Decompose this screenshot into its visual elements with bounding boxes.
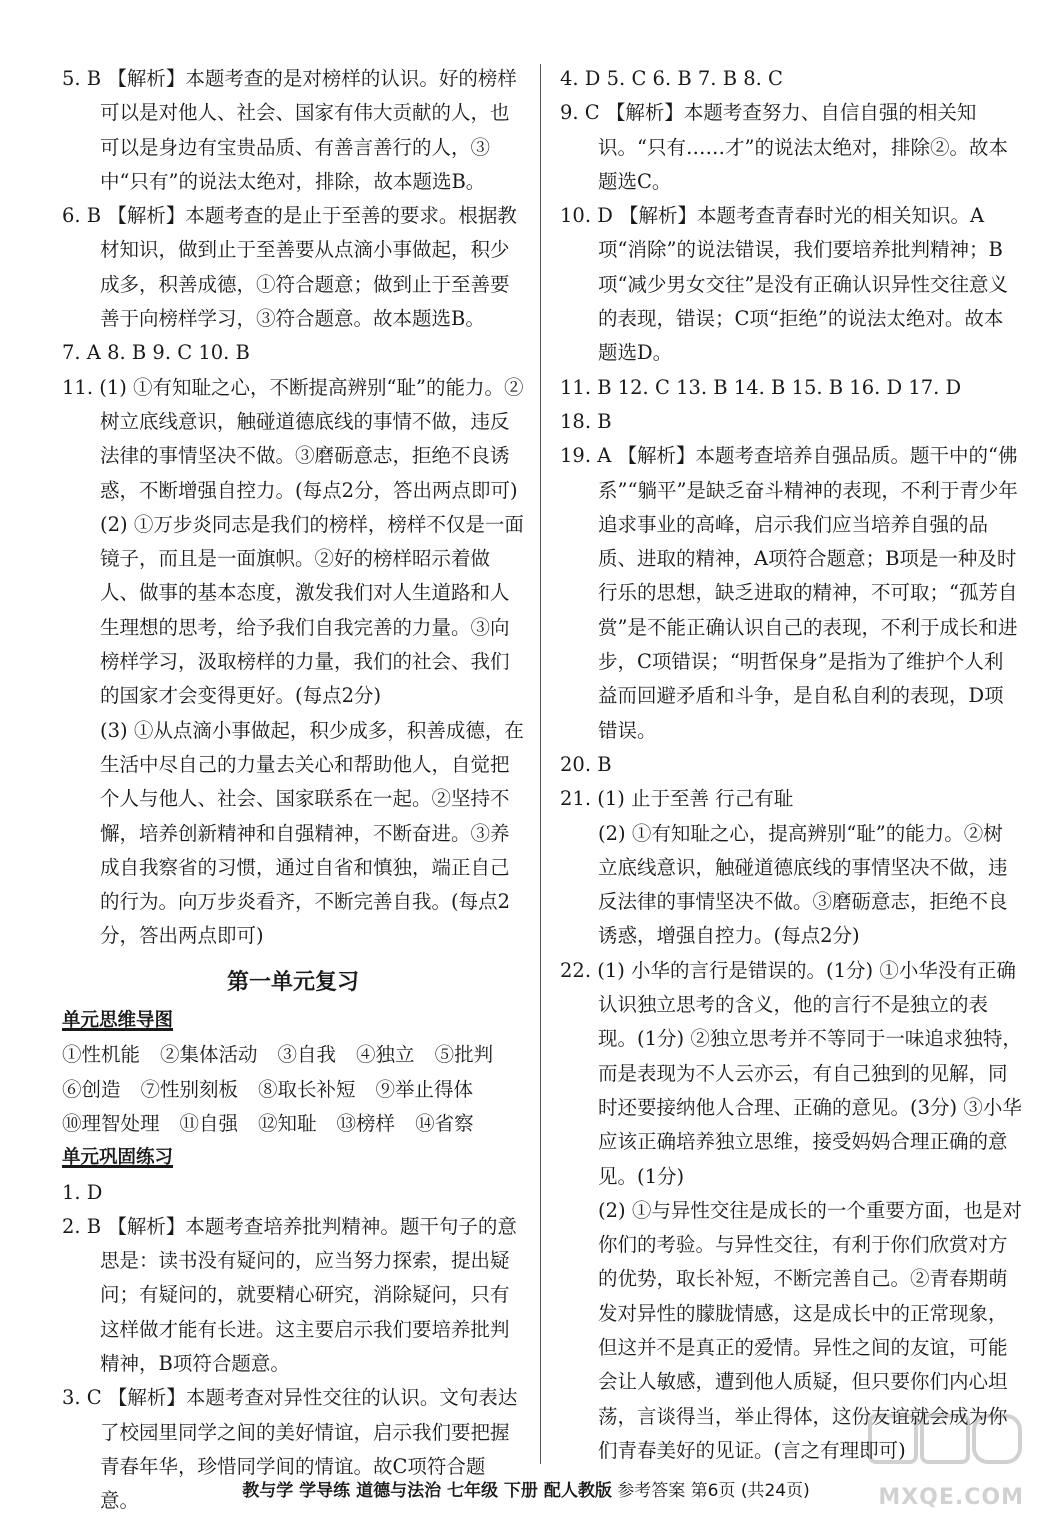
mindmap-row	[62, 1073, 524, 1107]
answers-4-8: 4. D 5. C 6. B 7. B 8. C	[560, 67, 783, 90]
column-divider	[540, 64, 541, 1464]
mindmap-item: ⑫知耻	[258, 1111, 317, 1135]
mindmap-item: ⑩理智处理	[62, 1111, 160, 1135]
answer-5: 5. B 【解析】本题考查的是对榜样的认识。好的榜样可以是对他人、社会、国家有伟大贡献的人，也可以是身边有宝贵品质、有善言善行的人，③中“只有”的说法太绝对，排除，故本题选B。	[62, 67, 517, 193]
answer-20: 20. B	[560, 752, 612, 776]
mindmap-item: ⑨举止得体	[375, 1077, 474, 1101]
mindmap-item: ⑪自强	[179, 1111, 239, 1135]
mindmap-item: ⑥创造	[62, 1077, 121, 1101]
watermark-text: MXQE.COM	[878, 1485, 1024, 1510]
answer-19: 19. A 【解析】本题考查培养自强品质。题干中的“佛系”“躺平”是缺乏奋斗精神的表现，不利于青少年追求事业的高峰，启示我们应当培养自强的品质、进取的精神，A项符合题意；B项是一种及时行乐的思想，缺乏进取的精神，不可取；“孤芳自赏”是不能正确认识自己的表现，不利于成长和进步，C项错误；“明哲保身”是指为了维护个人利益而回避矛盾和斗争，是自私自利的表现，D项错误。	[560, 444, 1018, 742]
answers-7-10: 7. A 8. B 9. C 10. B	[62, 341, 250, 365]
answer-6: 6. B 【解析】本题考查的是止于至善的要求。根据教材知识，做到止于至善要从点滴小事做起，积少成多，积善成德，①符合题意；做到止于至善要善于向榜样学习，③符合题意。故本题选B。	[62, 204, 517, 331]
practice-answer-1: 1. D	[62, 1180, 103, 1204]
footer-book-title: 教与学 学导练 道德与法治 七年级 下册 配人教版	[242, 1481, 612, 1501]
answers-11-17: 11. B 12. C 13. B 14. B 15. B 16. D 17. D	[560, 375, 962, 399]
watermark-logo	[864, 1410, 1024, 1510]
mindmap-item: ⑧取长补短	[258, 1077, 356, 1101]
section-title: 第一单元复习	[226, 969, 359, 995]
answer-22-part1: 22. (1) 小华的言行是错误的。(1分) ①小华没有正确认识独立思考的含义，他的言行不是独立的表现。(1分) ②独立思考并不等同于一味追求独特，而是表现为不人云亦云，有自己独到的见解，同时还要接纳他人合理、正确的意见。(3分) ③小华应该正确培养独立思维，接受妈妈合理正确的意见。(1分)	[560, 958, 1022, 1188]
footer-page-number: 参考答案 第6页 (共24页)	[617, 1481, 810, 1501]
practice-answer-3: 3. C 【解析】本题考查对异性交往的认识。文句表达了校园里同学之间的美好情谊，启示我们要把握青春年华，珍惜同学间的情谊。故C项符合题意。	[62, 1386, 518, 1513]
answer-11-part3: (3) ①从点滴小事做起，积少成多，积善成德，在生活中尽自己的力量去关心和帮助他人，自觉把个人与他人、社会、国家联系在一起。②坚持不懈，培养创新精神和自强精神，不断奋进。③养成自我察省的习惯，通过自省和慎独，端正自己的行为。向万步炎看齐，不断完善自我。(每点2分，答出两点即可)	[100, 718, 524, 948]
practice-heading: 单元巩固练习	[62, 1147, 174, 1169]
practice-answer-2: 2. B 【解析】本题考查培养批判精神。题干句子的意思是：读书没有疑问的，应当努力探索，提出疑问；有疑问的，就要精心研究，消除疑问，只有这样做才能有长进。这主要启示我们要培养批判精神，B项符合题意。	[62, 1214, 517, 1375]
answer-22-part2: (2) ①与异性交往是成长的一个重要方面，也是对你们的考验。与异性交往，有利于你们欣赏对方的优势，取长补短，不断完善自己。②青春期萌发对异性的朦胧情感，这是成长中的正常现象，但这并不是真正的爱情。异性之间的友谊，可能会让人敏感，遭到他人质疑，但只要你们内心坦荡，言谈得当，举止得体，这份友谊就会成为你们青春美好的见证。(言之有理即可)	[598, 1198, 1022, 1462]
mindmap-item: ②集体活动	[160, 1043, 258, 1067]
left-column	[62, 62, 524, 1518]
answer-21-part1: 21. (1) 止于至善 行己有耻	[560, 787, 794, 811]
mindmap-heading: 单元思维导图	[62, 1010, 174, 1032]
answer-11-part1: 11. (1) ①有知耻之心，不断提高辨别“耻”的能力。②树立底线意识，触碰道德底线的事情不做，违反法律的事情坚决不做。③磨砺意志，拒绝不良诱惑，不断增强自控力。(每点2分，答出两点即可)	[62, 375, 524, 502]
answer-10: 10. D 【解析】本题考查青春时光的相关知识。A项“消除”的说法错误，我们要培养批判精神；B项“减少男女交往”是没有正确认识异性交往意义的表现，错误；C项“拒绝”的说法太绝对。故本题选D。	[560, 204, 1008, 365]
answer-11-part2: (2) ①万步炎同志是我们的榜样，榜样不仅是一面镜子，而且是一面旗帜。②好的榜样昭示着做人、做事的基本态度，激发我们对人生道路和人生理想的思考，给予我们自我完善的力量。③向榜样学习，汲取榜样的力量，我们的社会、我们的国家才会变得更好。(每点2分)	[100, 512, 524, 708]
watermark-stamp-icon	[864, 1410, 1024, 1490]
mindmap-item: ④独立	[356, 1043, 415, 1067]
mindmap-item: ⑬榜样	[336, 1111, 396, 1135]
right-column	[560, 62, 1022, 1468]
answer-9: 9. C 【解析】本题考查努力、自信自强的相关知识。“只有……才”的说法太绝对，排除②。故本题选C。	[560, 101, 1008, 193]
mindmap-item: ③自我	[277, 1043, 337, 1067]
mindmap-answers	[62, 1038, 524, 1141]
answer-21-part2: (2) ①有知耻之心，提高辨别“耻”的能力。②树立底线意识，触碰道德底线的事情坚决不做，违反法律的事情坚决不做。③磨砺意志，拒绝不良诱惑，增强自控力。(每点2分)	[598, 821, 1008, 948]
mindmap-item: ①性机能	[62, 1043, 141, 1067]
mindmap-row	[62, 1038, 524, 1072]
mindmap-row	[62, 1107, 524, 1141]
mindmap-item: ⑦性别刻板	[140, 1077, 239, 1101]
mindmap-item: ⑭省察	[415, 1111, 474, 1135]
mindmap-item: ⑤批判	[434, 1043, 494, 1067]
answer-18: 18. B	[560, 409, 612, 433]
